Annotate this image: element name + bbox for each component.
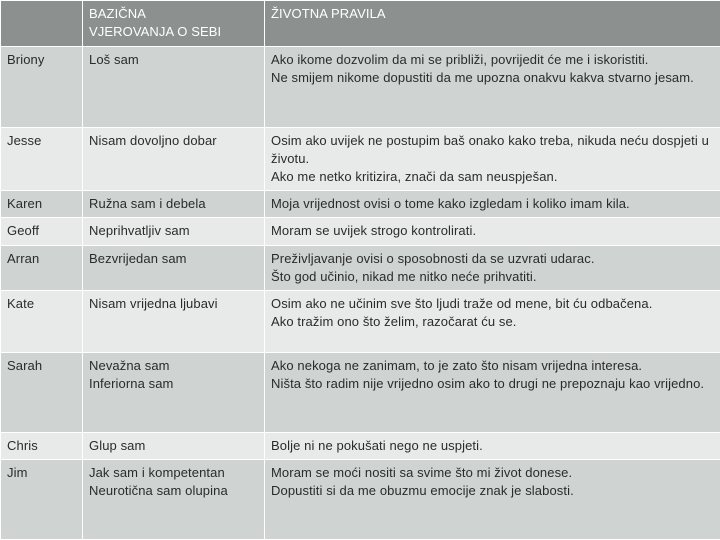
header-life-rules: ŽIVOTNA PRAVILA xyxy=(265,1,720,47)
core-belief: Nisam dovoljno dobar xyxy=(83,128,265,191)
person-name: Sarah xyxy=(1,353,83,433)
table-row xyxy=(1,47,720,128)
table-row xyxy=(1,353,720,433)
person-name: Karen xyxy=(1,191,83,218)
core-belief: Glup sam xyxy=(83,433,265,460)
life-rule: Osim ako ne učinim sve što ljudi traže od mene, bit ću odbačena. Ako tražim ono što želim, razočarat ću se. xyxy=(265,291,720,353)
core-belief: Jak sam i kompetentan Neurotična sam olupina xyxy=(83,460,265,540)
person-name: Geoff xyxy=(1,218,83,246)
life-rule: Osim ako uvijek ne postupim baš onako kako treba, nikuda neću dospjeti u životu. Ako me netko kritizira, znači da sam neuspješan. xyxy=(265,128,720,191)
header-row xyxy=(1,1,720,47)
table-row xyxy=(1,433,720,460)
table-row xyxy=(1,291,720,353)
header-name xyxy=(1,1,83,47)
table-row xyxy=(1,218,720,246)
core-belief: Neprihvatljiv sam xyxy=(83,218,265,246)
core-belief: Nisam vrijedna ljubavi xyxy=(83,291,265,353)
table-row xyxy=(1,246,720,291)
table-row xyxy=(1,460,720,540)
person-name: Kate xyxy=(1,291,83,353)
person-name: Jim xyxy=(1,460,83,540)
core-belief: Nevažna sam Inferiorna sam xyxy=(83,353,265,433)
life-rule: Bolje ni ne pokušati nego ne uspjeti. xyxy=(265,433,720,460)
life-rule: Moram se moći nositi sa svime što mi život donese. Dopustiti si da me obuzmu emocije znak je slabosti. xyxy=(265,460,720,540)
life-rule: Moram se uvijek strogo kontrolirati. xyxy=(265,218,720,246)
life-rule: Moja vrijednost ovisi o tome kako izgledam i koliko imam kila. xyxy=(265,191,720,218)
life-rule: Preživljavanje ovisi o sposobnosti da se uzvrati udarac. Što god učinio, nikad me nitko neće prihvatiti. xyxy=(265,246,720,291)
person-name: Briony xyxy=(1,47,83,128)
person-name: Jesse xyxy=(1,128,83,191)
core-belief: Loš sam xyxy=(83,47,265,128)
person-name: Arran xyxy=(1,246,83,291)
core-belief: Bezvrijedan sam xyxy=(83,246,265,291)
table-row xyxy=(1,128,720,191)
life-rule: Ako ikome dozvolim da mi se približi, povrijedit će me i iskoristiti. Ne smijem nikome dopustiti da me upozna onakvu kakva stvarno jesam. xyxy=(265,47,720,128)
person-name: Chris xyxy=(1,433,83,460)
table-row xyxy=(1,191,720,218)
core-belief: Ružna sam i debela xyxy=(83,191,265,218)
life-rule: Ako nekoga ne zanimam, to je zato što nisam vrijedna interesa. Ništa što radim nije vrijedno osim ako to drugi ne prepoznaju kao vrijedno. xyxy=(265,353,720,433)
header-core-beliefs: BAZIČNA VJEROVANJA O SEBI xyxy=(83,1,265,47)
